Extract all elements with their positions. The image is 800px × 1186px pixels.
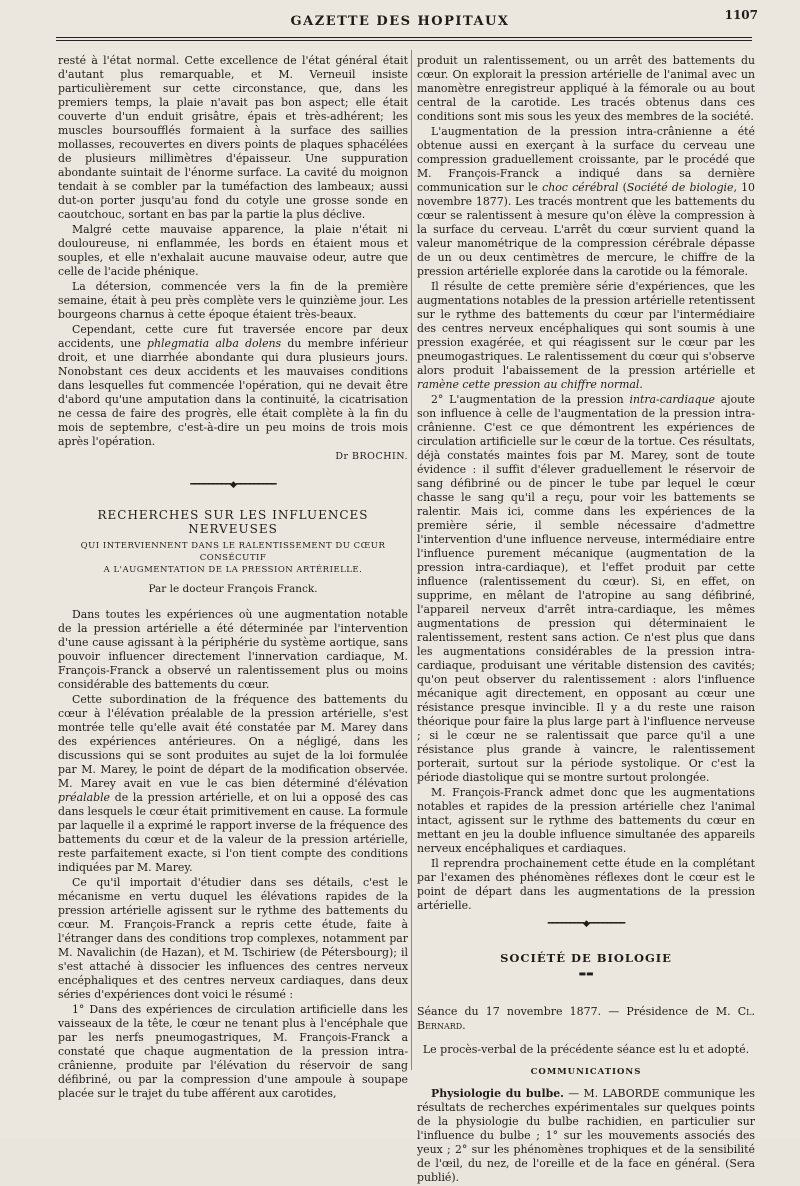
paragraph: produit un ralentissement, ou un arrêt des battements du cœur. On explorait la pression artérielle de l'animal avec un manomètre enregistreur appliqué à la fémorale ou au bout central de la carotide. Les tracés obtenus dans ces conditions sont mis sous les yeux des membres de la société. — [417, 54, 755, 123]
text-run: ( — [618, 181, 627, 194]
paragraph: 1° Dans des expériences de circulation artificielle dans les vaisseaux de la tête, le cœur ne tenant plus à l'encéphale que par les nerfs pneumogastriques, M. François-Franck a constaté que chaque augmentation de la pression intra-crânienne, produite par l'élévation du réservoir de sang défibriné, ou par la compression d'une ampoule à soupape placée sur le trajet du tube afférent aux carotides, — [58, 1003, 408, 1100]
text-run: Il résulte de cette première série d'expériences, que les augmentations notables de la pression artérielle retentissent sur le rythme des battements du cœur par l'intermédiaire des centres nerveux encéphaliques qui sont soumis à une pression exagérée, et qui réagissent sur le cœur par les pneumogastriques. Le ralentissement du cœur qui s'observe alors produit l'abaissement de la pression artérielle et — [417, 280, 755, 377]
text-run: Séance du 17 novembre 1877. — Présidence de M. — [417, 1005, 738, 1018]
paragraph: M. François-Franck admet donc que les augmentations notables et rapides de la pression artérielle chez l'animal intact, agissent sur le rythme des battements du cœur en mettant en jeu la double influence simultanée des appareils nerveux encéphaliques et cardiaques. — [417, 786, 755, 855]
italic-term: choc cérébral — [542, 181, 619, 194]
italic-term: préalable — [58, 791, 110, 804]
paragraph — [58, 323, 408, 449]
italic-term: intra-cardiaque — [629, 393, 715, 406]
text-run: — M. — [563, 1087, 603, 1100]
text-run: ajoute son influence à celle de l'augmentation de la pression intra-crânienne. C'est ce que démontrent les expériences de circulation artificielle sur le cœur de la tortue. Ces résultats, déjà constatés maintes fois par M. Marey, sont de toute évidence : il suffit d'élever graduellement le réservoir de sang défibriné ou de pincer le tube par lequel le cœur chasse le sang qu'il a reçu, pour voir les battements se ralentir. Mais ici, comme dans les expériences de la première série, il semble nécessaire d'admettre l'intervention d'une influence nerveuse, intermédiaire entre l'influence purement mécanique (augmentation de la pression intra-cardiaque), et l'effet produit par cette influence (ralentissement du cœur). Si, en effet, on supprime, en mêlant de l'atropine au sang défibriné, l'appareil nerveux d'arrêt intra-cardiaque, les mêmes augmentations de pression qui déterminaient le ralentissement, restent sans action. Ce n'est plus que dans les augmentations considérables de la pression intra-cardiaque, produisant une véritable distension des cavités; qu'on peut observer du ralentissement : alors l'influence mécanique agit directement, en opposant au cœur une résistance presque invincible. Il y a du reste une raison théorique pour faire la plus large part à l'influence nerveuse ; si le cœur ne se ralentissait que parce qu'il a une résistance plus grande à vaincre, le ralentissement porterait, surtout sur la période systolique. Or c'est la période diastolique qui se montre surtout prolongée. — [417, 393, 755, 784]
text-run: de la pression artérielle, et on lui a opposé des cas dans lesquels le cœur était primitivement en cause. La formule par laquelle il a exprimé le rapport inverse de la fréquence des battements du cœur et de la valeur de la pression artérielle, reste parfaitement exacte, si l'on tient compte des conditions indiquées par M. Marey. — [58, 791, 408, 874]
article-subtitle: A L'AUGMENTATION DE LA PRESSION ARTÉRIELLE. — [103, 565, 363, 575]
section-separator: ━━━━━━━━◆━━━━━━━━ — [547, 919, 625, 929]
paragraph: Malgré cette mauvaise apparence, la plaie n'était ni douloureuse, ni enflammée, les bords en étaient mous et souples, et elle n'exhalait aucune mauvaise odeur, autre que celle de l'acide phénique. — [58, 223, 408, 278]
header-rule-2 — [56, 40, 752, 41]
italic-term: ramène cette pression au chiffre normal. — [417, 378, 643, 391]
article-author: Par le docteur François Franck. — [148, 583, 318, 595]
header-rule — [56, 37, 752, 38]
paragraph: Il reprendra prochainement cette étude en la complétant par l'examen des phénomènes réflexes dont le cœur est le point de départ dans les augmentations de la pression artérielle. — [417, 857, 755, 912]
column-divider — [411, 50, 412, 1070]
text-run: L'augmentation de la pression intra-crânienne a été obtenue aussi en exerçant à la surface du cerveau une compression graduellement croissante, par le procédé que M. François-Franck a indiqué dans sa dernière communication sur le — [417, 125, 755, 194]
text-run: communique les résultats de recherches expérimentales sur quelques points de la physiologie du bulbe rachidien, en particulier sur l'influence du bulbe ; 1° sur les mouvements associés des yeux ; 2° sur les phénomènes trophiques et de la sensibilité de l'œil, du nez, de l'oreille et de la face en général. (Sera publié). — [417, 1087, 756, 1184]
paragraph — [58, 693, 408, 875]
italic-term: phlegmatia alba dolens — [147, 337, 282, 350]
communications-heading: COMMUNICATIONS — [530, 1067, 642, 1077]
right-column — [417, 54, 755, 1186]
society-title: SOCIÉTÉ DE BIOLOGIE — [500, 951, 672, 965]
text-run: du membre inférieur droit, et une diarrhée abondante qui dura plusieurs jours. Nonobstant ces deux accidents et les mauvaises conditions dans lesquelles fut commencée l'opération, qui ne devait être d'abord qu'une amputation dans la continuité, la cicatrisation ne cessa de faire des progrès, elle était complète à la fin du mois de septembre, c'est-à-dire un peu moins de trois mois après l'opération. — [58, 337, 409, 448]
author-name: LABORDE — [602, 1087, 660, 1100]
paragraph: Ce qu'il importait d'étudier dans ses détails, c'est le mécanisme en vertu duquel les élévations rapides de la pression artérielle agissent sur le rythme des battements du cœur. M. François-Franck a repris cette étude, faite à l'étranger dans des conditions trop complexes, notamment par M. Navalichin (de Hazan), et M. Tschiriew (de Pétersbourg); il s'est attaché à dissocier les influences des centres nerveux encéphaliques et des centres nerveux cardiaques, dans deux séries d'expériences dont voici le résumé : — [58, 876, 408, 1001]
seance-line — [417, 1005, 755, 1033]
text-run: 2° L'augmentation de la pression — [431, 393, 630, 406]
proces-verbal: Le procès-verbal de la précédente séance est lu et adopté. — [422, 1043, 750, 1056]
text-run: Cependant, cette cure fut traversée encore par deux accidents, une — [58, 323, 408, 350]
article-subtitle: QUI INTERVIENNENT DANS LE RALENTISSEMENT DU CŒUR CONSÉCUTIF — [80, 541, 386, 563]
left-column — [58, 54, 408, 1102]
paragraph: resté à l'état normal. Cette excellence de l'état général était d'autant plus remarquable, et M. Verneuil insiste particulièrement sur cette circonstance, que, dans les premiers temps, la plaie n'avait pas bon aspect; elle était couverte d'un enduit grisâtre, épais et très-adhérent; les muscles boursoufflés formaient à la surface des saillies mollasses, recouvertes en divers points de plaques sphacélées de plusieurs millimètres d'épaisseur. Une suppuration abondante suintait de l'énorme surface. La cavité du moignon tendait à se combler par la tuméfaction des lambeaux; aussi dut-on porter jusqu'au fond du cotyle une grosse sonde en caoutchouc, sortant en bas par la partie la plus déclive. — [58, 54, 408, 221]
paragraph — [417, 1087, 755, 1185]
author-signature: Dr BROCHIN. — [335, 451, 408, 462]
text-run: , 10 novembre 1877). Les tracés montrent que les battements du cœur se ralentissent à mesure qu'on élève la compression à la surface du cerveau. L'arrêt du cœur survient quand la valeur manométrique de la compression cérébrale dépasse de un ou deux centimètres de mercure, le chiffre de la pression artérielle explorée dans la carotide ou la fémorale. — [417, 181, 755, 278]
italic-term: Société de biologie — [626, 181, 734, 194]
text-run: Cette subordination de la fréquence des battements du cœur à l'élévation préalable de la pression artérielle, s'est montrée telle qu'elle avait été constatée par M. Marey dans des expériences antérieures. On a négligé, dans les discussions qui se sont produites au sujet de la loi formulée par M. Marey, le point de départ de la modification observée. M. Marey avait en vue le cas bien déterminé d'élévation — [58, 693, 408, 790]
paragraph — [417, 280, 755, 392]
section-separator: ━━━━━━━━━◆━━━━━━━━━ — [190, 480, 276, 490]
article-title: RECHERCHES SUR LES INFLUENCES NERVEUSES — [97, 508, 369, 536]
paragraph — [417, 125, 755, 279]
paragraph: La détersion, commencée vers la fin de la première semaine, était à peu près complète vers le quinzième jour. Les bourgeons charnus à cette époque étaient très-beaux. — [58, 280, 408, 321]
paragraph: Dans toutes les expériences où une augmentation notable de la pression artérielle a été déterminée par l'intervention d'une cause agissant à la périphérie du système aortique, sans pouvoir influencer directement l'innervation cardiaque, M. François-Franck a observé un ralentissement plus ou moins considérable des battements du cœur. — [58, 608, 408, 691]
journal-title: GAZETTE DES HOPITAUX — [290, 14, 510, 29]
paragraph — [417, 393, 755, 785]
society-separator: ▬▬ — [578, 969, 594, 978]
communication-title: Physiologie du bulbe. — [431, 1087, 564, 1100]
page-number: 1107 — [724, 8, 758, 22]
president-name: Cl. Bernard. — [417, 1005, 755, 1032]
